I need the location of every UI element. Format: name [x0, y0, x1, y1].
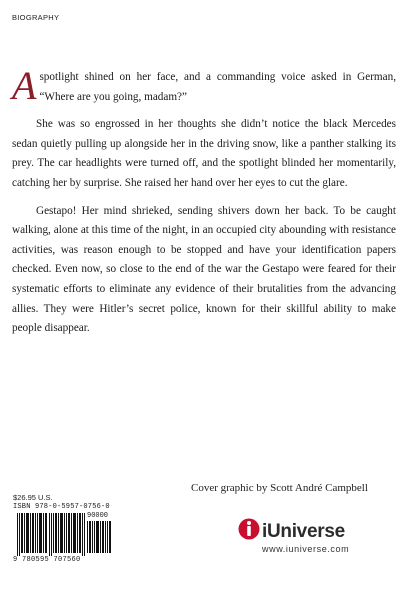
barcode-digits: 9 780595 707560	[13, 556, 81, 564]
excerpt-paragraph-3: Gestapo! Her mind shrieked, sending shivers down her back. To be caught walking, alone at this time of the night, in an occupied city abounding with resistance activities, was reason enough to be stopped and have your identification papers checked. Even now, so close to the end of the war the Gestapo were feared for their systematic efforts to eliminate any evidence of their brutalities from the advancing allies. They were Hitler’s secret police, known for their skillful ability to make people disappear.	[12, 204, 396, 335]
barcode-bars	[17, 513, 85, 556]
publisher-url: www.iuniverse.com	[262, 544, 350, 554]
category-label: BIOGRAPHY	[12, 13, 60, 22]
cover-credit: Cover graphic by Scott André Campbell	[191, 482, 368, 494]
isbn-text: ISBN 978-0-5957-0756-0	[13, 503, 110, 511]
back-cover-excerpt	[12, 63, 396, 347]
iuniverse-logo-icon	[238, 517, 260, 541]
excerpt-paragraph-2: She was so engrossed in her thoughts she didn’t notice the black Mercedes sedan quietly pulling up alongside her in the driving snow, like a panther stalking its prey. The car headlights were turned off, and the spotlight blinded her momentarily, catching her by surprise. She raised her hand over her eyes to cut the glare.	[12, 118, 396, 189]
drop-cap: A	[12, 63, 37, 108]
excerpt-paragraph-1: A spotlight shined on her face, and a commanding voice asked in German, “Where are you going, madam?”	[12, 63, 396, 108]
publisher-logo	[238, 515, 388, 565]
barcode-addon-bars	[87, 521, 111, 553]
barcode-addon-number: 90000	[87, 512, 109, 520]
isbn-barcode	[13, 503, 113, 565]
publisher-name: iUniverse	[262, 521, 345, 542]
price-label: $26.95 U.S.	[13, 493, 53, 502]
